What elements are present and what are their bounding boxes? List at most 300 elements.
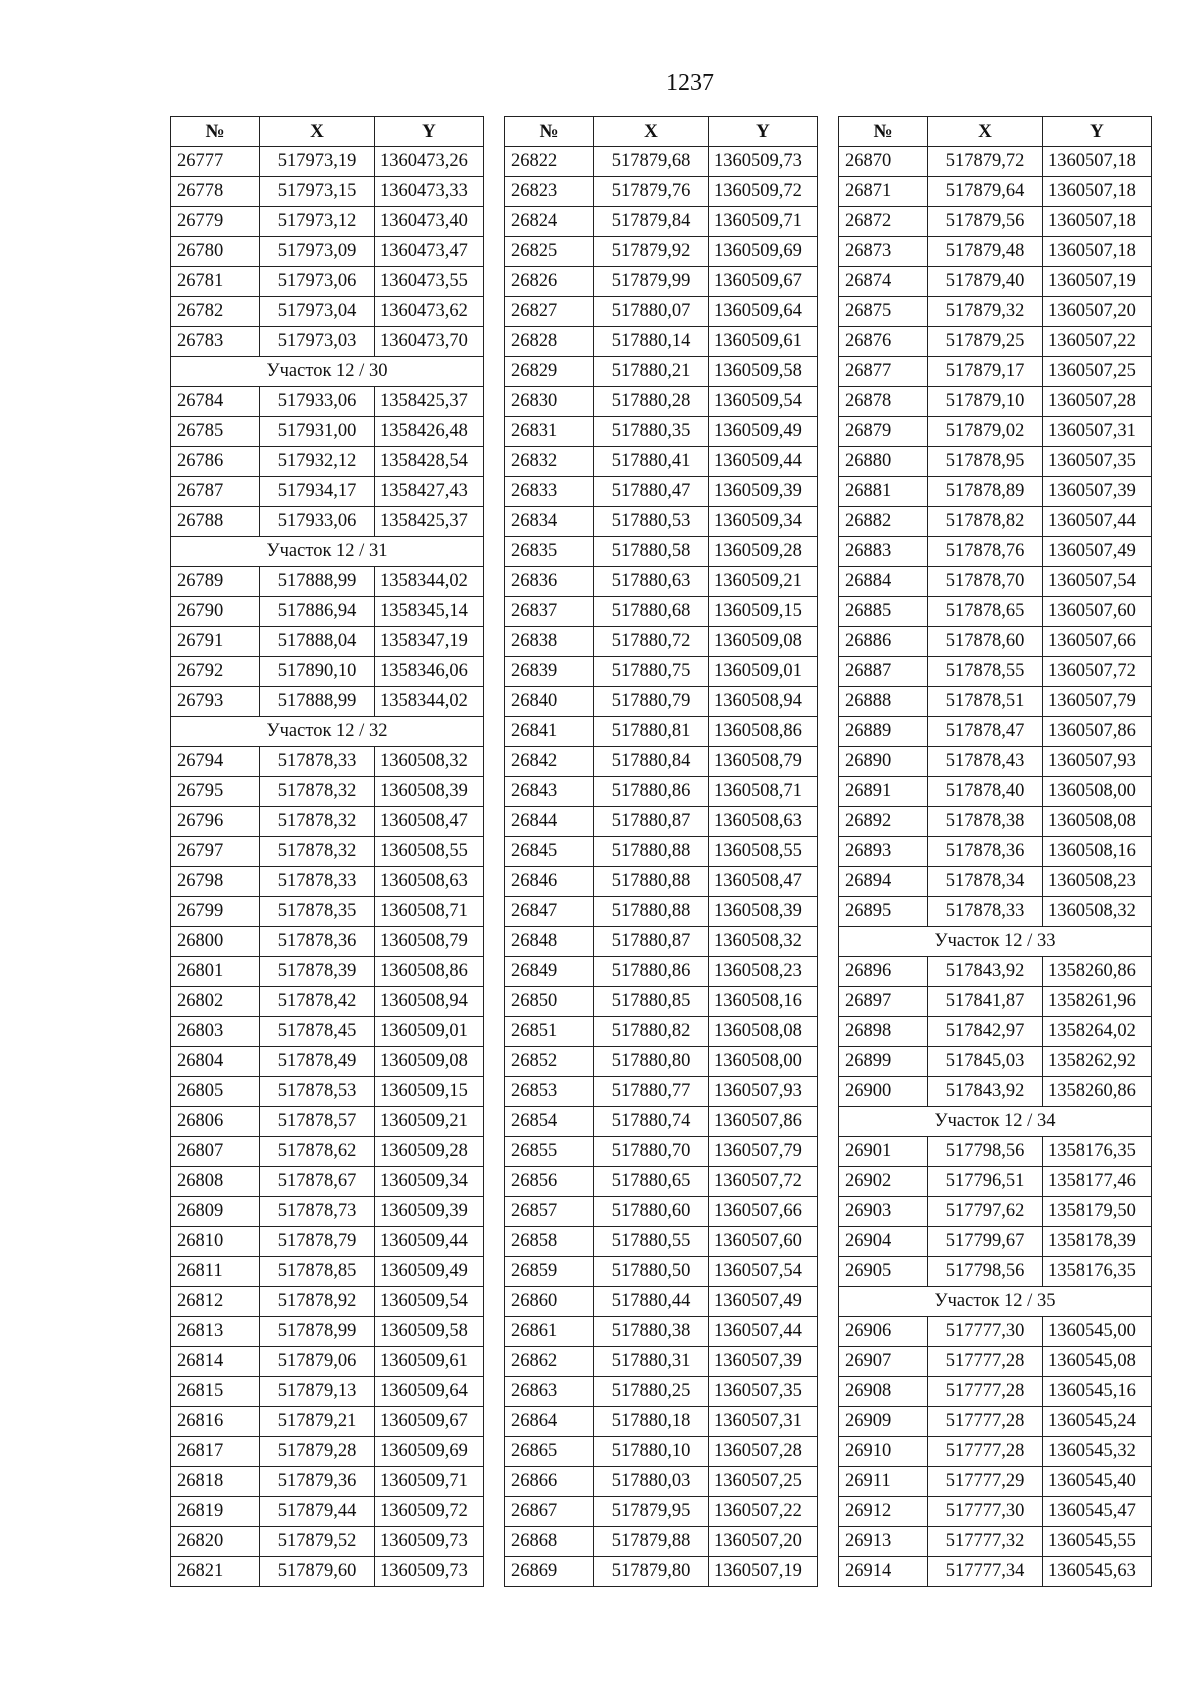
point-number-cell: 26799 bbox=[171, 897, 260, 927]
coordinates-table-3 bbox=[838, 116, 1152, 1587]
y-coordinate-cell: 1360507,18 bbox=[1043, 237, 1152, 267]
column-header-x: X bbox=[260, 117, 375, 147]
table-row bbox=[839, 717, 1152, 747]
x-coordinate-cell: 517888,99 bbox=[260, 687, 375, 717]
table-row bbox=[505, 627, 818, 657]
y-coordinate-cell: 1360508,39 bbox=[709, 897, 818, 927]
table-row bbox=[505, 1527, 818, 1557]
y-coordinate-cell: 1360509,28 bbox=[375, 1137, 484, 1167]
table-row bbox=[839, 1137, 1152, 1167]
x-coordinate-cell: 517878,67 bbox=[260, 1167, 375, 1197]
point-number-cell: 26837 bbox=[505, 597, 594, 627]
point-number-cell: 26807 bbox=[171, 1137, 260, 1167]
x-coordinate-cell: 517842,97 bbox=[928, 1017, 1043, 1047]
x-coordinate-cell: 517879,72 bbox=[928, 147, 1043, 177]
table-row bbox=[171, 1227, 484, 1257]
y-coordinate-cell: 1360507,66 bbox=[709, 1197, 818, 1227]
y-coordinate-cell: 1360545,00 bbox=[1043, 1317, 1152, 1347]
table-row bbox=[505, 747, 818, 777]
table-row bbox=[839, 687, 1152, 717]
point-number-cell: 26857 bbox=[505, 1197, 594, 1227]
point-number-cell: 26865 bbox=[505, 1437, 594, 1467]
x-coordinate-cell: 517880,38 bbox=[594, 1317, 709, 1347]
table-row bbox=[171, 597, 484, 627]
table-row bbox=[505, 1107, 818, 1137]
table-row bbox=[839, 387, 1152, 417]
table-row bbox=[171, 1167, 484, 1197]
table-row bbox=[171, 657, 484, 687]
y-coordinate-cell: 1360508,00 bbox=[1043, 777, 1152, 807]
point-number-cell: 26900 bbox=[839, 1077, 928, 1107]
point-number-cell: 26850 bbox=[505, 987, 594, 1017]
y-coordinate-cell: 1358347,19 bbox=[375, 627, 484, 657]
y-coordinate-cell: 1360509,67 bbox=[709, 267, 818, 297]
x-coordinate-cell: 517878,43 bbox=[928, 747, 1043, 777]
table-row bbox=[171, 477, 484, 507]
table-row bbox=[171, 807, 484, 837]
point-number-cell: 26852 bbox=[505, 1047, 594, 1077]
y-coordinate-cell: 1360508,39 bbox=[375, 777, 484, 807]
y-coordinate-cell: 1358346,06 bbox=[375, 657, 484, 687]
y-coordinate-cell: 1360507,86 bbox=[1043, 717, 1152, 747]
y-coordinate-cell: 1360507,39 bbox=[1043, 477, 1152, 507]
section-row bbox=[171, 357, 484, 387]
y-coordinate-cell: 1360508,23 bbox=[709, 957, 818, 987]
y-coordinate-cell: 1360509,49 bbox=[375, 1257, 484, 1287]
point-number-cell: 26809 bbox=[171, 1197, 260, 1227]
y-coordinate-cell: 1360507,22 bbox=[1043, 327, 1152, 357]
y-coordinate-cell: 1360473,33 bbox=[375, 177, 484, 207]
table-row bbox=[839, 1377, 1152, 1407]
section-title: Участок 12 / 33 bbox=[839, 927, 1152, 957]
section-row bbox=[171, 537, 484, 567]
section-row bbox=[839, 1107, 1152, 1137]
x-coordinate-cell: 517880,50 bbox=[594, 1257, 709, 1287]
table-row bbox=[171, 177, 484, 207]
y-coordinate-cell: 1360507,20 bbox=[1043, 297, 1152, 327]
x-coordinate-cell: 517879,44 bbox=[260, 1497, 375, 1527]
x-coordinate-cell: 517878,79 bbox=[260, 1227, 375, 1257]
point-number-cell: 26894 bbox=[839, 867, 928, 897]
y-coordinate-cell: 1360509,08 bbox=[375, 1047, 484, 1077]
x-coordinate-cell: 517880,03 bbox=[594, 1467, 709, 1497]
x-coordinate-cell: 517878,73 bbox=[260, 1197, 375, 1227]
y-coordinate-cell: 1360507,72 bbox=[1043, 657, 1152, 687]
point-number-cell: 26858 bbox=[505, 1227, 594, 1257]
table-row bbox=[839, 987, 1152, 1017]
point-number-cell: 26881 bbox=[839, 477, 928, 507]
point-number-cell: 26788 bbox=[171, 507, 260, 537]
x-coordinate-cell: 517880,74 bbox=[594, 1107, 709, 1137]
table-row bbox=[839, 1167, 1152, 1197]
y-coordinate-cell: 1360545,16 bbox=[1043, 1377, 1152, 1407]
y-coordinate-cell: 1358260,86 bbox=[1043, 1077, 1152, 1107]
x-coordinate-cell: 517973,19 bbox=[260, 147, 375, 177]
point-number-cell: 26896 bbox=[839, 957, 928, 987]
point-number-cell: 26904 bbox=[839, 1227, 928, 1257]
x-coordinate-cell: 517878,32 bbox=[260, 807, 375, 837]
table-row bbox=[505, 1437, 818, 1467]
table-row bbox=[839, 1257, 1152, 1287]
point-number-cell: 26797 bbox=[171, 837, 260, 867]
table-row bbox=[839, 1527, 1152, 1557]
y-coordinate-cell: 1360509,01 bbox=[709, 657, 818, 687]
y-coordinate-cell: 1360507,79 bbox=[709, 1137, 818, 1167]
point-number-cell: 26847 bbox=[505, 897, 594, 927]
point-number-cell: 26888 bbox=[839, 687, 928, 717]
point-number-cell: 26802 bbox=[171, 987, 260, 1017]
y-coordinate-cell: 1358428,54 bbox=[375, 447, 484, 477]
point-number-cell: 26828 bbox=[505, 327, 594, 357]
x-coordinate-cell: 517879,84 bbox=[594, 207, 709, 237]
x-coordinate-cell: 517880,47 bbox=[594, 477, 709, 507]
x-coordinate-cell: 517880,35 bbox=[594, 417, 709, 447]
point-number-cell: 26866 bbox=[505, 1467, 594, 1497]
y-coordinate-cell: 1358344,02 bbox=[375, 687, 484, 717]
x-coordinate-cell: 517973,04 bbox=[260, 297, 375, 327]
point-number-cell: 26873 bbox=[839, 237, 928, 267]
y-coordinate-cell: 1360509,71 bbox=[709, 207, 818, 237]
point-number-cell: 26835 bbox=[505, 537, 594, 567]
point-number-cell: 26907 bbox=[839, 1347, 928, 1377]
y-coordinate-cell: 1360473,26 bbox=[375, 147, 484, 177]
x-coordinate-cell: 517841,87 bbox=[928, 987, 1043, 1017]
y-coordinate-cell: 1360509,21 bbox=[375, 1107, 484, 1137]
point-number-cell: 26808 bbox=[171, 1167, 260, 1197]
x-coordinate-cell: 517886,94 bbox=[260, 597, 375, 627]
y-coordinate-cell: 1358427,43 bbox=[375, 477, 484, 507]
x-coordinate-cell: 517880,31 bbox=[594, 1347, 709, 1377]
x-coordinate-cell: 517880,85 bbox=[594, 987, 709, 1017]
point-number-cell: 26834 bbox=[505, 507, 594, 537]
y-coordinate-cell: 1358262,92 bbox=[1043, 1047, 1152, 1077]
y-coordinate-cell: 1360509,72 bbox=[709, 177, 818, 207]
y-coordinate-cell: 1360473,47 bbox=[375, 237, 484, 267]
y-coordinate-cell: 1360507,19 bbox=[1043, 267, 1152, 297]
point-number-cell: 26805 bbox=[171, 1077, 260, 1107]
x-coordinate-cell: 517878,42 bbox=[260, 987, 375, 1017]
y-coordinate-cell: 1360509,34 bbox=[375, 1167, 484, 1197]
y-coordinate-cell: 1360509,58 bbox=[709, 357, 818, 387]
x-coordinate-cell: 517880,07 bbox=[594, 297, 709, 327]
x-coordinate-cell: 517878,99 bbox=[260, 1317, 375, 1347]
table-row bbox=[171, 1047, 484, 1077]
table-row bbox=[839, 1407, 1152, 1437]
y-coordinate-cell: 1360509,73 bbox=[709, 147, 818, 177]
x-coordinate-cell: 517878,53 bbox=[260, 1077, 375, 1107]
point-number-cell: 26880 bbox=[839, 447, 928, 477]
table-row bbox=[505, 297, 818, 327]
y-coordinate-cell: 1360509,61 bbox=[375, 1347, 484, 1377]
x-coordinate-cell: 517933,06 bbox=[260, 387, 375, 417]
table-row bbox=[505, 147, 818, 177]
y-coordinate-cell: 1358344,02 bbox=[375, 567, 484, 597]
column-header-x: X bbox=[594, 117, 709, 147]
x-coordinate-cell: 517777,28 bbox=[928, 1407, 1043, 1437]
x-coordinate-cell: 517879,76 bbox=[594, 177, 709, 207]
section-title: Участок 12 / 35 bbox=[839, 1287, 1152, 1317]
point-number-cell: 26792 bbox=[171, 657, 260, 687]
x-coordinate-cell: 517880,79 bbox=[594, 687, 709, 717]
y-coordinate-cell: 1360507,86 bbox=[709, 1107, 818, 1137]
point-number-cell: 26781 bbox=[171, 267, 260, 297]
point-number-cell: 26817 bbox=[171, 1437, 260, 1467]
x-coordinate-cell: 517796,51 bbox=[928, 1167, 1043, 1197]
header-row bbox=[505, 117, 818, 147]
y-coordinate-cell: 1360507,54 bbox=[709, 1257, 818, 1287]
x-coordinate-cell: 517797,62 bbox=[928, 1197, 1043, 1227]
table-row bbox=[839, 897, 1152, 927]
x-coordinate-cell: 517880,80 bbox=[594, 1047, 709, 1077]
x-coordinate-cell: 517880,44 bbox=[594, 1287, 709, 1317]
table-row bbox=[839, 267, 1152, 297]
x-coordinate-cell: 517880,88 bbox=[594, 867, 709, 897]
point-number-cell: 26829 bbox=[505, 357, 594, 387]
table-row bbox=[171, 777, 484, 807]
point-number-cell: 26856 bbox=[505, 1167, 594, 1197]
y-coordinate-cell: 1360509,28 bbox=[709, 537, 818, 567]
x-coordinate-cell: 517878,55 bbox=[928, 657, 1043, 687]
x-coordinate-cell: 517880,28 bbox=[594, 387, 709, 417]
table-row bbox=[505, 777, 818, 807]
table-row bbox=[171, 1347, 484, 1377]
table-row bbox=[505, 177, 818, 207]
point-number-cell: 26869 bbox=[505, 1557, 594, 1587]
x-coordinate-cell: 517777,30 bbox=[928, 1497, 1043, 1527]
x-coordinate-cell: 517777,28 bbox=[928, 1347, 1043, 1377]
y-coordinate-cell: 1360508,16 bbox=[709, 987, 818, 1017]
column-header-y: Y bbox=[1043, 117, 1152, 147]
point-number-cell: 26860 bbox=[505, 1287, 594, 1317]
x-coordinate-cell: 517879,99 bbox=[594, 267, 709, 297]
point-number-cell: 26854 bbox=[505, 1107, 594, 1137]
y-coordinate-cell: 1360545,08 bbox=[1043, 1347, 1152, 1377]
section-title: Участок 12 / 34 bbox=[839, 1107, 1152, 1137]
point-number-cell: 26819 bbox=[171, 1497, 260, 1527]
y-coordinate-cell: 1360507,28 bbox=[1043, 387, 1152, 417]
point-number-cell: 26895 bbox=[839, 897, 928, 927]
point-number-cell: 26820 bbox=[171, 1527, 260, 1557]
point-number-cell: 26893 bbox=[839, 837, 928, 867]
x-coordinate-cell: 517879,25 bbox=[928, 327, 1043, 357]
x-coordinate-cell: 517777,32 bbox=[928, 1527, 1043, 1557]
y-coordinate-cell: 1360508,63 bbox=[709, 807, 818, 837]
x-coordinate-cell: 517878,36 bbox=[928, 837, 1043, 867]
table-row bbox=[839, 237, 1152, 267]
point-number-cell: 26882 bbox=[839, 507, 928, 537]
x-coordinate-cell: 517880,84 bbox=[594, 747, 709, 777]
y-coordinate-cell: 1360507,25 bbox=[709, 1467, 818, 1497]
point-number-cell: 26909 bbox=[839, 1407, 928, 1437]
point-number-cell: 26876 bbox=[839, 327, 928, 357]
x-coordinate-cell: 517880,21 bbox=[594, 357, 709, 387]
point-number-cell: 26886 bbox=[839, 627, 928, 657]
x-coordinate-cell: 517879,21 bbox=[260, 1407, 375, 1437]
point-number-cell: 26818 bbox=[171, 1467, 260, 1497]
table-row bbox=[839, 477, 1152, 507]
x-coordinate-cell: 517878,62 bbox=[260, 1137, 375, 1167]
x-coordinate-cell: 517880,65 bbox=[594, 1167, 709, 1197]
point-number-cell: 26822 bbox=[505, 147, 594, 177]
x-coordinate-cell: 517878,40 bbox=[928, 777, 1043, 807]
point-number-cell: 26839 bbox=[505, 657, 594, 687]
y-coordinate-cell: 1360509,71 bbox=[375, 1467, 484, 1497]
table-row bbox=[171, 1257, 484, 1287]
section-title: Участок 12 / 32 bbox=[171, 717, 484, 747]
point-number-cell: 26811 bbox=[171, 1257, 260, 1287]
y-coordinate-cell: 1360545,40 bbox=[1043, 1467, 1152, 1497]
y-coordinate-cell: 1360473,70 bbox=[375, 327, 484, 357]
x-coordinate-cell: 517878,34 bbox=[928, 867, 1043, 897]
y-coordinate-cell: 1360509,67 bbox=[375, 1407, 484, 1437]
x-coordinate-cell: 517878,36 bbox=[260, 927, 375, 957]
table-row bbox=[505, 1227, 818, 1257]
point-number-cell: 26813 bbox=[171, 1317, 260, 1347]
x-coordinate-cell: 517973,15 bbox=[260, 177, 375, 207]
table-row bbox=[839, 207, 1152, 237]
y-coordinate-cell: 1360508,23 bbox=[1043, 867, 1152, 897]
y-coordinate-cell: 1360508,08 bbox=[709, 1017, 818, 1047]
table-row bbox=[505, 657, 818, 687]
point-number-cell: 26878 bbox=[839, 387, 928, 417]
point-number-cell: 26853 bbox=[505, 1077, 594, 1107]
point-number-cell: 26855 bbox=[505, 1137, 594, 1167]
x-coordinate-cell: 517879,56 bbox=[928, 207, 1043, 237]
y-coordinate-cell: 1360507,60 bbox=[709, 1227, 818, 1257]
column-header-y: Y bbox=[375, 117, 484, 147]
y-coordinate-cell: 1358425,37 bbox=[375, 507, 484, 537]
point-number-cell: 26864 bbox=[505, 1407, 594, 1437]
point-number-cell: 26862 bbox=[505, 1347, 594, 1377]
y-coordinate-cell: 1360508,71 bbox=[709, 777, 818, 807]
point-number-cell: 26823 bbox=[505, 177, 594, 207]
table-row bbox=[505, 1257, 818, 1287]
table-row bbox=[505, 1497, 818, 1527]
table-row bbox=[171, 867, 484, 897]
page-number: 1237 bbox=[666, 70, 714, 96]
y-coordinate-cell: 1360507,54 bbox=[1043, 567, 1152, 597]
x-coordinate-cell: 517880,88 bbox=[594, 837, 709, 867]
y-coordinate-cell: 1360509,69 bbox=[375, 1437, 484, 1467]
point-number-cell: 26851 bbox=[505, 1017, 594, 1047]
table-row bbox=[505, 987, 818, 1017]
point-number-cell: 26841 bbox=[505, 717, 594, 747]
table-row bbox=[171, 207, 484, 237]
x-coordinate-cell: 517878,76 bbox=[928, 537, 1043, 567]
y-coordinate-cell: 1358179,50 bbox=[1043, 1197, 1152, 1227]
x-coordinate-cell: 517845,03 bbox=[928, 1047, 1043, 1077]
table-row bbox=[505, 207, 818, 237]
x-coordinate-cell: 517880,86 bbox=[594, 957, 709, 987]
table-row bbox=[839, 957, 1152, 987]
point-number-cell: 26884 bbox=[839, 567, 928, 597]
point-number-cell: 26787 bbox=[171, 477, 260, 507]
coordinates-table-2 bbox=[504, 116, 818, 1587]
point-number-cell: 26902 bbox=[839, 1167, 928, 1197]
y-coordinate-cell: 1360509,39 bbox=[709, 477, 818, 507]
point-number-cell: 26836 bbox=[505, 567, 594, 597]
x-coordinate-cell: 517879,52 bbox=[260, 1527, 375, 1557]
point-number-cell: 26833 bbox=[505, 477, 594, 507]
point-number-cell: 26889 bbox=[839, 717, 928, 747]
y-coordinate-cell: 1360507,93 bbox=[709, 1077, 818, 1107]
point-number-cell: 26903 bbox=[839, 1197, 928, 1227]
table-row bbox=[839, 1317, 1152, 1347]
x-coordinate-cell: 517880,68 bbox=[594, 597, 709, 627]
point-number-cell: 26777 bbox=[171, 147, 260, 177]
table-row bbox=[505, 717, 818, 747]
table-row bbox=[505, 1047, 818, 1077]
y-coordinate-cell: 1358425,37 bbox=[375, 387, 484, 417]
table-row bbox=[839, 1557, 1152, 1587]
point-number-cell: 26798 bbox=[171, 867, 260, 897]
table-row bbox=[171, 447, 484, 477]
point-number-cell: 26779 bbox=[171, 207, 260, 237]
point-number-cell: 26830 bbox=[505, 387, 594, 417]
y-coordinate-cell: 1360509,15 bbox=[375, 1077, 484, 1107]
column-header-x: X bbox=[928, 117, 1043, 147]
table-row bbox=[839, 1047, 1152, 1077]
table-row bbox=[839, 807, 1152, 837]
table-row bbox=[171, 267, 484, 297]
x-coordinate-cell: 517878,35 bbox=[260, 897, 375, 927]
y-coordinate-cell: 1360509,73 bbox=[375, 1557, 484, 1587]
point-number-cell: 26815 bbox=[171, 1377, 260, 1407]
table-row bbox=[505, 1467, 818, 1497]
table-row bbox=[505, 687, 818, 717]
x-coordinate-cell: 517879,36 bbox=[260, 1467, 375, 1497]
point-number-cell: 26874 bbox=[839, 267, 928, 297]
table-row bbox=[839, 777, 1152, 807]
x-coordinate-cell: 517880,25 bbox=[594, 1377, 709, 1407]
table-row bbox=[171, 567, 484, 597]
table-row bbox=[171, 897, 484, 927]
x-coordinate-cell: 517798,56 bbox=[928, 1257, 1043, 1287]
x-coordinate-cell: 517878,33 bbox=[260, 747, 375, 777]
point-number-cell: 26910 bbox=[839, 1437, 928, 1467]
table-row bbox=[505, 597, 818, 627]
point-number-cell: 26863 bbox=[505, 1377, 594, 1407]
x-coordinate-cell: 517879,48 bbox=[928, 237, 1043, 267]
table-row bbox=[505, 1407, 818, 1437]
point-number-cell: 26861 bbox=[505, 1317, 594, 1347]
point-number-cell: 26804 bbox=[171, 1047, 260, 1077]
y-coordinate-cell: 1360473,40 bbox=[375, 207, 484, 237]
x-coordinate-cell: 517878,38 bbox=[928, 807, 1043, 837]
table-row bbox=[505, 417, 818, 447]
y-coordinate-cell: 1360508,47 bbox=[709, 867, 818, 897]
table-row bbox=[839, 297, 1152, 327]
table-row bbox=[839, 1017, 1152, 1047]
table-row bbox=[171, 1137, 484, 1167]
point-number-cell: 26832 bbox=[505, 447, 594, 477]
section-row bbox=[839, 927, 1152, 957]
x-coordinate-cell: 517878,89 bbox=[928, 477, 1043, 507]
table-row bbox=[171, 1407, 484, 1437]
x-coordinate-cell: 517878,33 bbox=[928, 897, 1043, 927]
table-row bbox=[839, 657, 1152, 687]
x-coordinate-cell: 517878,33 bbox=[260, 867, 375, 897]
x-coordinate-cell: 517879,68 bbox=[594, 147, 709, 177]
x-coordinate-cell: 517777,29 bbox=[928, 1467, 1043, 1497]
table-row bbox=[505, 537, 818, 567]
x-coordinate-cell: 517880,41 bbox=[594, 447, 709, 477]
table-row bbox=[505, 1557, 818, 1587]
table-row bbox=[839, 1227, 1152, 1257]
x-coordinate-cell: 517880,77 bbox=[594, 1077, 709, 1107]
y-coordinate-cell: 1360545,47 bbox=[1043, 1497, 1152, 1527]
point-number-cell: 26912 bbox=[839, 1497, 928, 1527]
